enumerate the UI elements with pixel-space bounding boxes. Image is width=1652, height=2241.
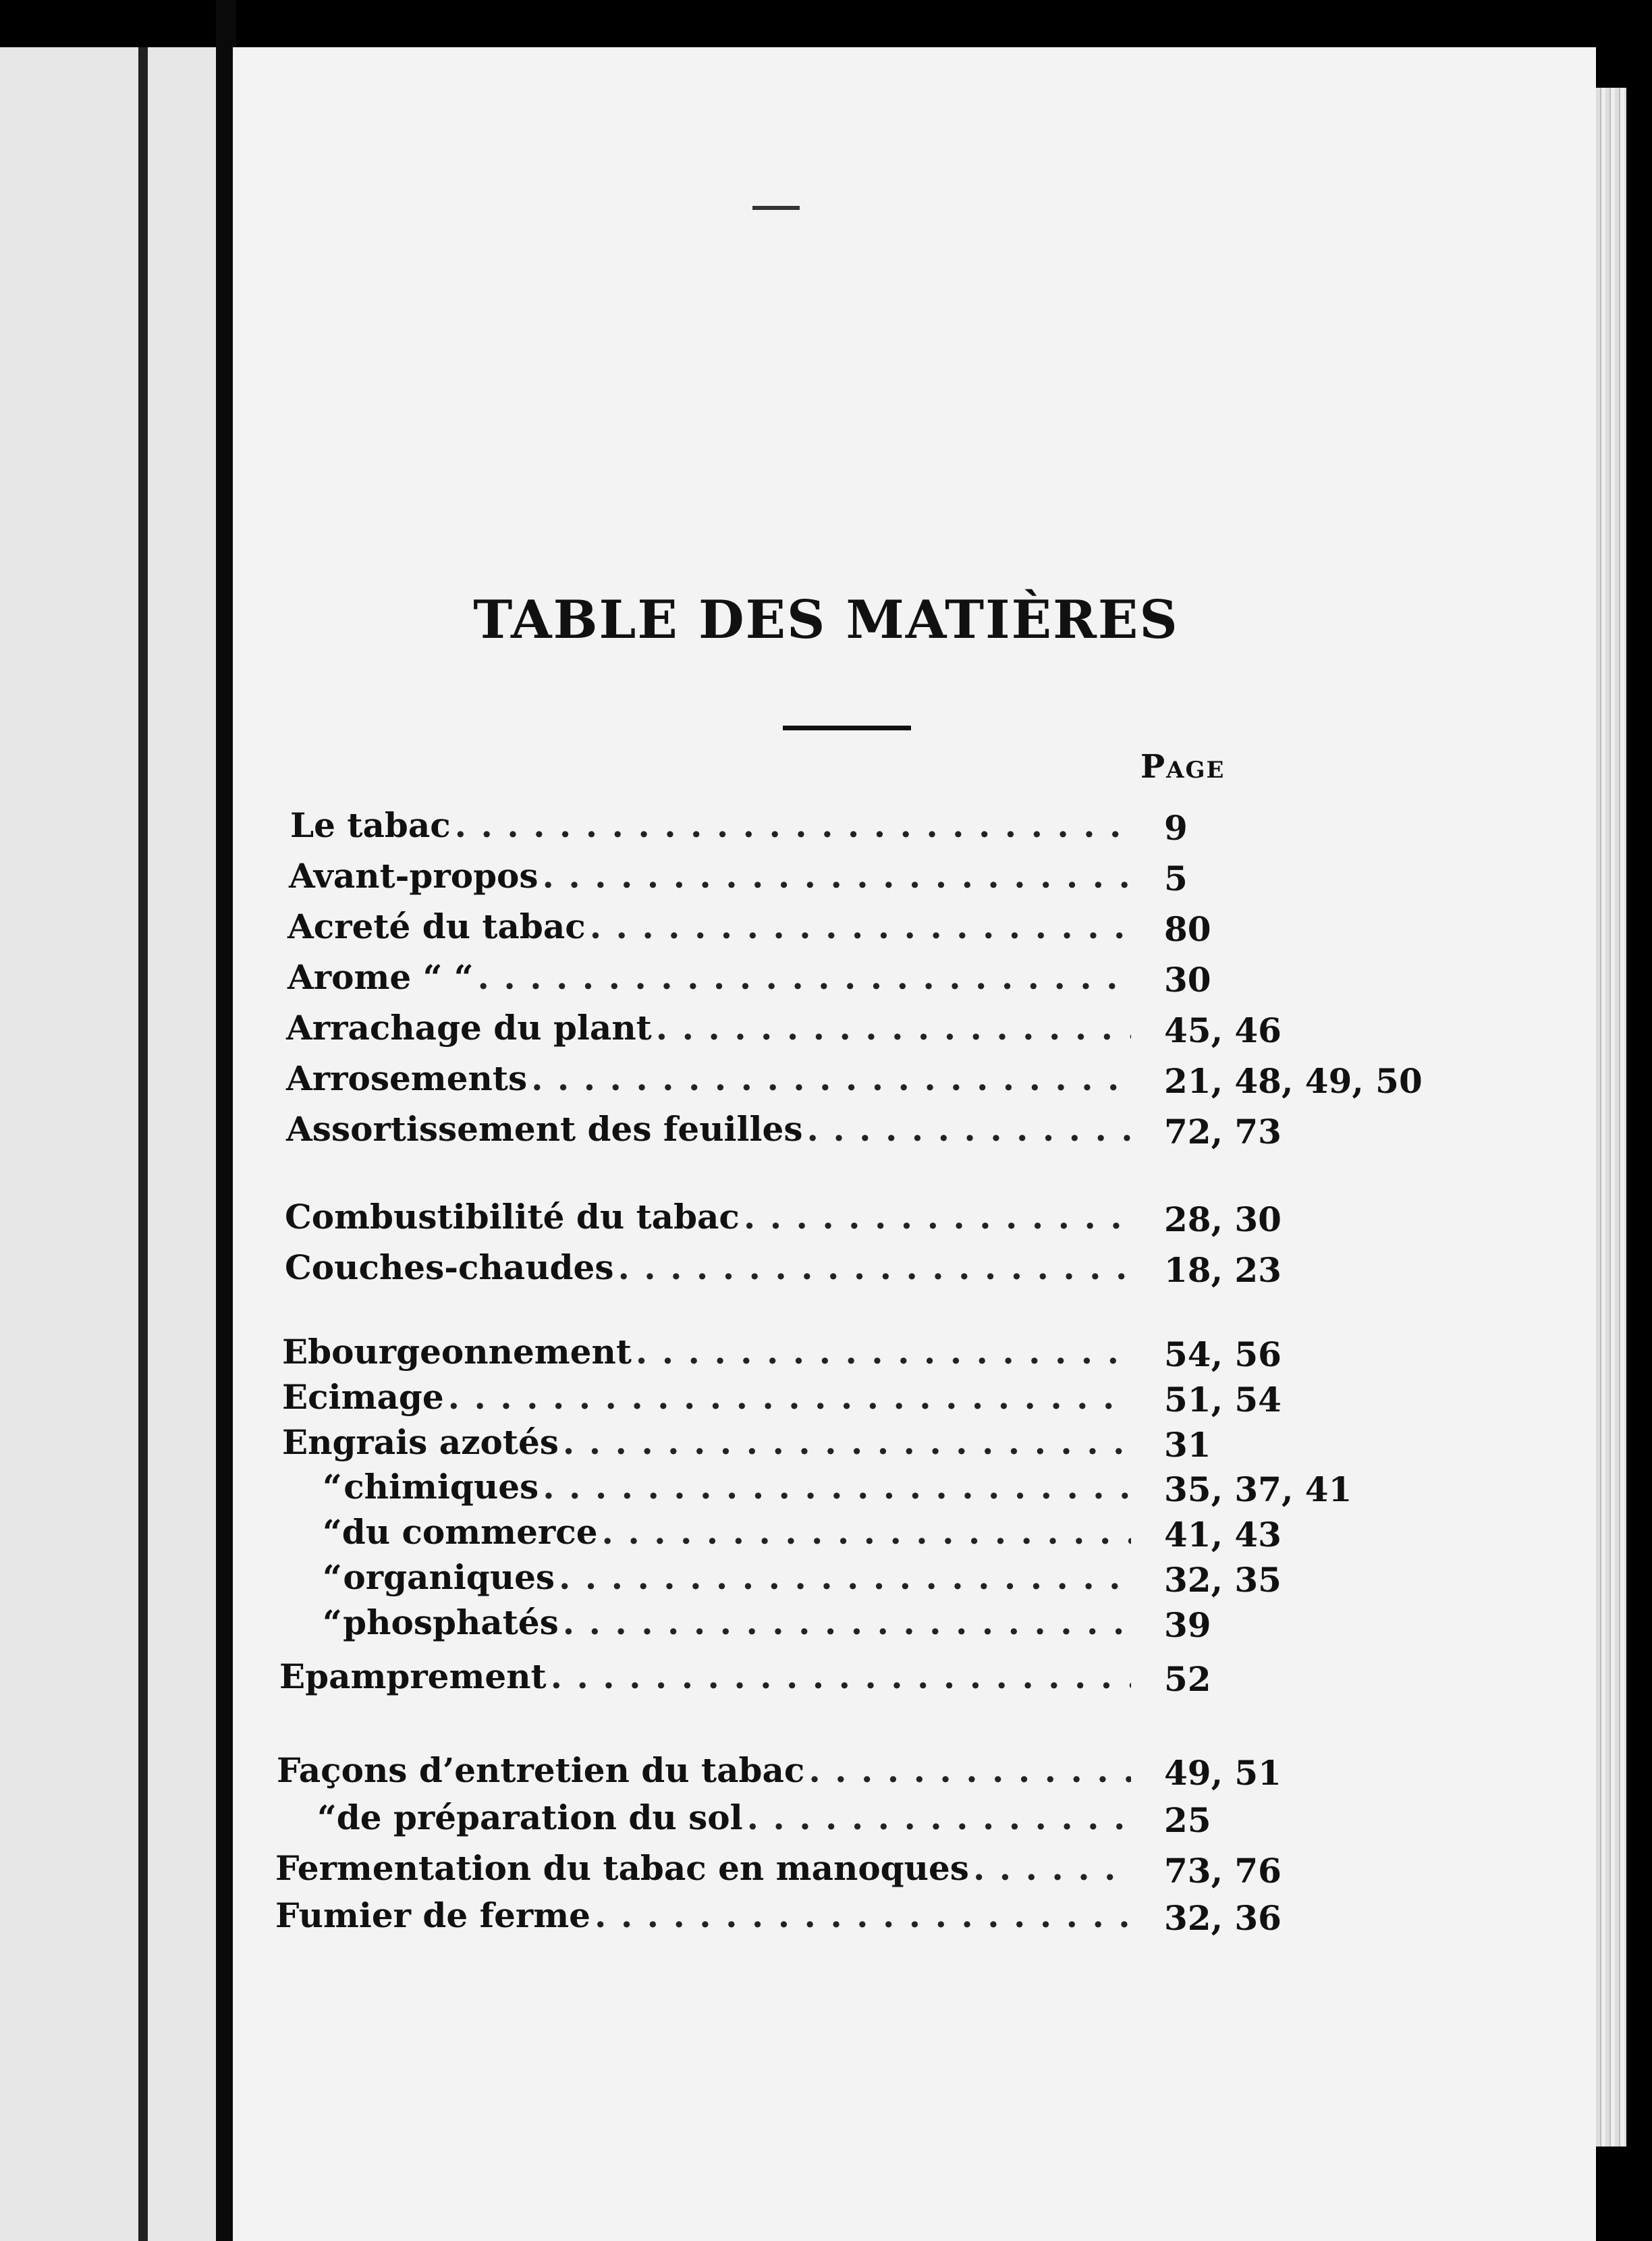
toc-entry-pages: 54, 56 bbox=[1164, 1334, 1282, 1374]
dot-leader bbox=[744, 1197, 1131, 1237]
dot-leader bbox=[595, 1895, 1131, 1935]
toc-entry-label: Acreté du tabac bbox=[287, 907, 586, 946]
dot-leader bbox=[590, 907, 1131, 946]
toc-entry bbox=[277, 1750, 1140, 1795]
ditto-mark: “ bbox=[317, 1798, 337, 1837]
toc-entry-pages: 25 bbox=[1164, 1800, 1211, 1840]
dot-leader bbox=[543, 856, 1131, 896]
ditto-mark: “ bbox=[323, 1467, 342, 1507]
toc-entry-pages: 41, 43 bbox=[1164, 1515, 1282, 1555]
left-page bbox=[0, 47, 216, 2241]
dot-leader bbox=[636, 1332, 1131, 1372]
toc-entry-label: Façons d’entretien du tabac bbox=[277, 1750, 805, 1790]
toc-entry-label: Arrachage du plant bbox=[286, 1008, 652, 1048]
dot-leader bbox=[747, 1798, 1131, 1837]
dot-leader bbox=[478, 957, 1131, 997]
toc-entry-label: Assortissement des feuilles bbox=[286, 1109, 803, 1149]
toc-entry-pages: 30 bbox=[1164, 960, 1211, 1000]
toc-entry bbox=[289, 856, 1140, 900]
page-edges bbox=[1596, 88, 1626, 2146]
toc-entry bbox=[282, 1602, 1140, 1647]
toc-entry bbox=[286, 1058, 1140, 1103]
page-title: TABLE DES MATIÈRES bbox=[473, 589, 1179, 651]
toc-entry bbox=[285, 1247, 1140, 1292]
toc-entry-pages: 72, 73 bbox=[1164, 1112, 1282, 1152]
toc-entry-pages: 5 bbox=[1164, 859, 1188, 898]
toc-entry-label: Arrosements bbox=[286, 1058, 528, 1098]
toc-entry-pages: 35, 37, 41 bbox=[1164, 1469, 1352, 1509]
toc-entry bbox=[279, 1656, 1140, 1701]
dot-leader bbox=[551, 1656, 1131, 1696]
toc-entry-label: du commerce bbox=[341, 1512, 598, 1552]
toc-entry bbox=[286, 1008, 1140, 1052]
dot-leader bbox=[602, 1512, 1131, 1552]
toc-entry bbox=[290, 805, 1140, 850]
top-dash-mark bbox=[752, 206, 800, 210]
toc-entry bbox=[282, 1332, 1140, 1376]
toc-entry-label: Ebourgeonnement bbox=[282, 1332, 632, 1372]
toc-entry bbox=[282, 1377, 1140, 1422]
toc-entry-label: Fumier de ferme bbox=[275, 1895, 590, 1935]
dot-leader bbox=[656, 1008, 1131, 1048]
toc-entry bbox=[285, 1197, 1140, 1241]
title-rule bbox=[783, 726, 911, 730]
dot-leader bbox=[808, 1750, 1131, 1790]
ditto-mark: “ bbox=[323, 1512, 342, 1552]
ditto-mark: “ bbox=[323, 1557, 342, 1597]
toc-entry-label: Couches-chaudes bbox=[285, 1247, 614, 1287]
toc-entry-pages: 9 bbox=[1164, 808, 1188, 848]
toc-entry-pages: 73, 76 bbox=[1164, 1851, 1282, 1891]
toc-entry-pages: 39 bbox=[1164, 1605, 1211, 1645]
dot-leader bbox=[563, 1422, 1131, 1462]
dot-leader bbox=[531, 1058, 1131, 1098]
toc-entry bbox=[287, 907, 1140, 951]
toc-entry bbox=[282, 1512, 1140, 1557]
toc-entry-pages: 18, 23 bbox=[1164, 1250, 1282, 1290]
toc-entry bbox=[277, 1798, 1140, 1842]
toc-entry-label: Ecimage bbox=[282, 1377, 444, 1417]
dot-leader bbox=[559, 1557, 1131, 1597]
toc-entry-label: Le tabac bbox=[290, 805, 451, 845]
toc-entry-label: organiques bbox=[343, 1557, 555, 1597]
dot-leader bbox=[455, 805, 1131, 845]
toc-entry-pages: 80 bbox=[1164, 909, 1211, 949]
dot-leader bbox=[543, 1467, 1131, 1507]
toc-entry bbox=[286, 1109, 1140, 1154]
dot-leader bbox=[448, 1377, 1131, 1417]
toc-entry bbox=[287, 957, 1140, 1002]
toc-entry-label: Engrais azotés bbox=[282, 1422, 559, 1462]
toc-entry bbox=[282, 1467, 1140, 1511]
left-page-edge bbox=[138, 47, 148, 2241]
toc-entry bbox=[282, 1422, 1140, 1467]
dot-leader bbox=[807, 1109, 1131, 1149]
toc-entry-pages: 45, 46 bbox=[1164, 1010, 1282, 1050]
ditto-mark: “ bbox=[323, 1602, 342, 1642]
toc-entry-pages: 32, 36 bbox=[1164, 1898, 1282, 1938]
toc-entry-label: Combustibilité du tabac bbox=[285, 1197, 740, 1237]
toc-entry-label: Arome “ “ bbox=[287, 957, 474, 997]
toc-entry-pages: 21, 48, 49, 50 bbox=[1164, 1061, 1423, 1101]
toc-entry-label: Epamprement bbox=[279, 1656, 547, 1696]
toc-entry-label: Avant-propos bbox=[289, 856, 539, 896]
toc-entry-pages: 51, 54 bbox=[1164, 1380, 1282, 1420]
toc-entry-label: de préparation du sol bbox=[336, 1798, 743, 1837]
dot-leader bbox=[973, 1848, 1131, 1888]
toc-entry-pages: 28, 30 bbox=[1164, 1199, 1282, 1239]
page-column-header: Page bbox=[1140, 748, 1226, 786]
toc-entry bbox=[275, 1895, 1140, 1940]
toc-entry bbox=[282, 1557, 1140, 1602]
toc-entry bbox=[275, 1848, 1140, 1893]
dot-leader bbox=[563, 1602, 1131, 1642]
toc-entry-label: chimiques bbox=[343, 1467, 539, 1507]
dot-leader bbox=[617, 1247, 1131, 1287]
toc-entry-pages: 32, 35 bbox=[1164, 1560, 1282, 1600]
toc-entry-pages: 52 bbox=[1164, 1659, 1211, 1699]
toc-entry-pages: 49, 51 bbox=[1164, 1753, 1282, 1793]
toc-entry-label: Fermentation du tabac en manoques bbox=[275, 1848, 969, 1888]
toc-entry-label: phosphatés bbox=[343, 1602, 559, 1642]
toc-entry-pages: 31 bbox=[1164, 1425, 1211, 1465]
